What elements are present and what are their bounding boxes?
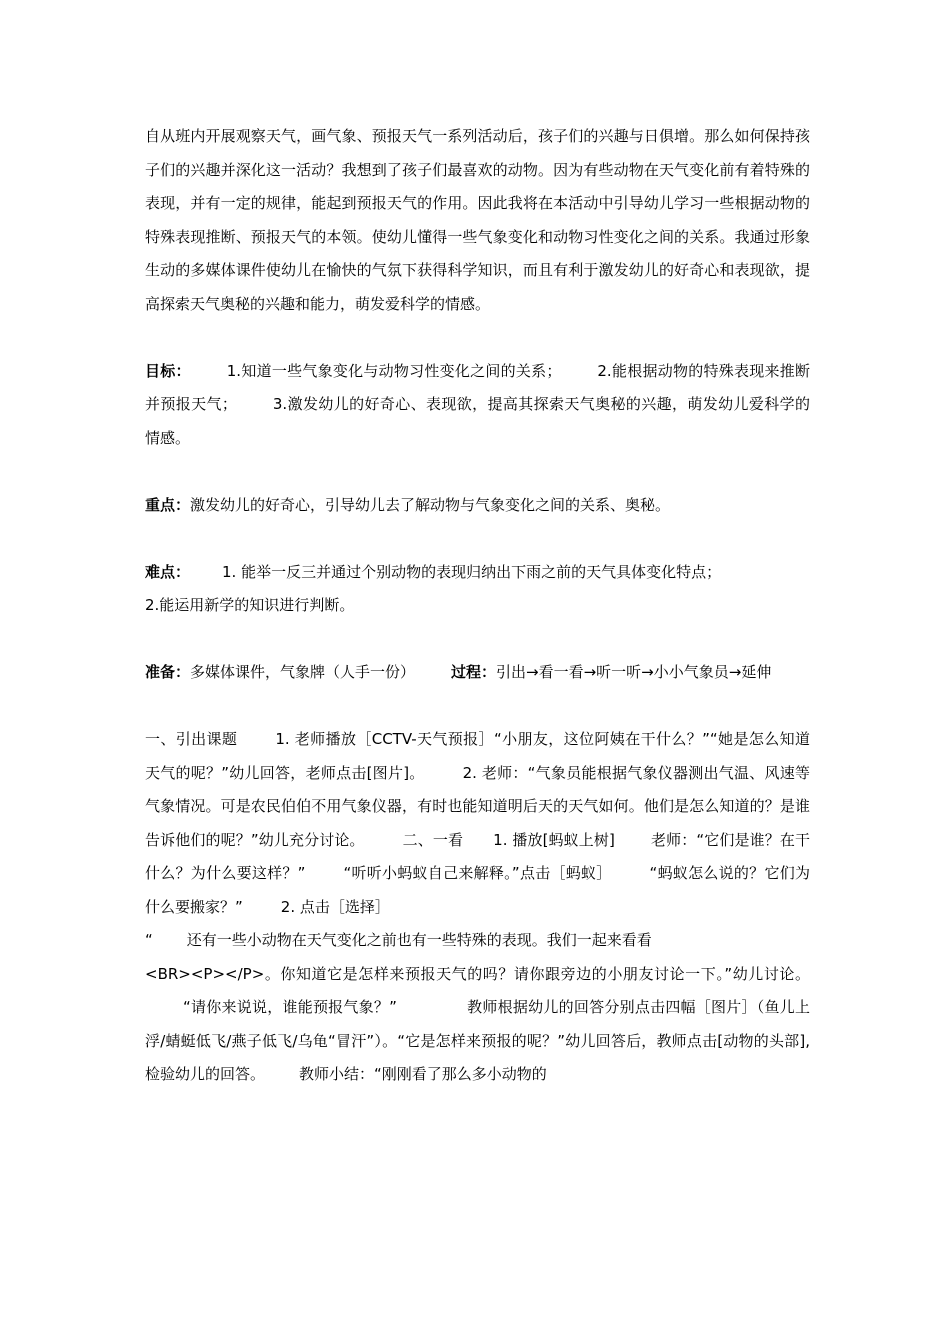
spacer	[145, 522, 810, 556]
spacer	[145, 623, 810, 657]
teacher-summary: 教师小结：“刚刚看了那么多小动物的	[299, 1065, 547, 1083]
teacher-question-1: 老师：“它们是谁？在干什么？为什么要这样？”	[145, 830, 810, 882]
intro-paragraph	[145, 120, 810, 321]
goals-label: 目标：	[145, 361, 191, 380]
step-1-1: 1. 老师播放［CCTV-天气预报］“小朋友，这位阿姨在干什么？”“她是怎么知道天气的呢？”幼儿回答，老师点击[图片]。	[145, 730, 810, 782]
goal-item-1: 1.知道一些气象变化与动物习性变化之间的关系；	[226, 361, 562, 380]
intro-text: 自从班内开展观察天气，画气象、预报天气一系列活动后，孩子们的兴趣与日俱增。那么如何保持孩子们的兴趣并深化这一活动？我想到了孩子们最喜欢的动物。因为有些动物在天气变化前有着特殊的表现，并有一定的规律，能起到预报天气的作用。因此我将在本活动中引导幼儿学习一些根据动物的特殊表现推断、预报天气的本领。使幼儿懂得一些气象变化和动物习性变化之间的关系。我通过形象生动的多媒体课件使幼儿在愉快的气氛下获得科学知识，而且有利于激发幼儿的好奇心和表现欲，提高探索天气奥秘的兴趣和能力，萌发爱科学的情感。	[145, 127, 810, 313]
step-2-2: 2. 点击［选择］	[280, 897, 390, 916]
spacer	[145, 321, 810, 355]
document-page	[145, 120, 810, 1092]
goal-item-2: 2.能根据动物的特殊表现来推断并预报天气；	[145, 361, 810, 413]
teacher-prompt-cont: <BR><P></P>。你知道它是怎样来预报天气的吗？请你跟旁边的小朋友讨论一下。”幼儿讨论。	[145, 964, 810, 983]
section-1-paragraph	[145, 723, 810, 1092]
process-text: 引出→看一看→听一听→小小气象员→延伸	[496, 663, 772, 681]
open-quote: “	[145, 931, 153, 949]
difficulty-item-2: 2.能运用新学的知识进行判断。	[145, 596, 355, 614]
prep-paragraph	[145, 656, 810, 690]
section-2-heading: 二、一看	[402, 830, 464, 849]
teacher-question-3: “蚂蚁怎么说的？它们为什么要搬家？”	[145, 864, 810, 916]
step-2-1: 1. 播放[蚂蚁上树]	[493, 830, 615, 849]
step-1-2: 2. 老师：“气象员能根据气象仪器测出气温、风速等气象情况。可是农民伯伯不用气象仪器，有时也能知道明后天的天气如何。他们是怎么知道的？是谁告诉他们的呢？”幼儿充分讨论。	[145, 763, 810, 849]
spacer	[145, 690, 810, 724]
key-point-text: 激发幼儿的好奇心，引导幼儿去了解动物与气象变化之间的关系、奥秘。	[190, 495, 671, 514]
process-label: 过程：	[451, 663, 497, 681]
difficulty-label: 难点：	[145, 562, 191, 581]
prep-text: 多媒体课件，气象牌（人手一份）	[190, 663, 416, 681]
difficulty-paragraph	[145, 556, 810, 623]
section-1-heading: 一、引出课题	[145, 730, 238, 748]
teacher-question-4: “请你来说说，谁能预报气象？”	[183, 998, 397, 1016]
difficulty-item-1: 1. 能举一反三并通过个别动物的表现归纳出下雨之前的天气具体变化特点；	[222, 562, 722, 581]
goals-paragraph	[145, 355, 810, 456]
key-point-label: 重点：	[145, 495, 191, 514]
key-point-paragraph	[145, 489, 810, 523]
teacher-action: 教师根据幼儿的回答分别点击四幅［图片］（鱼儿上浮/蜻蜓低飞/燕子低飞/乌龟“冒汗”）。“它是怎样来预报的呢？”幼儿回答后，教师点击[动物的头部],检验幼儿的回答。	[145, 998, 810, 1083]
spacer	[145, 455, 810, 489]
teacher-question-2: “听听小蚂蚁自己来解释。”点击［蚂蚁］	[343, 864, 612, 882]
prep-label: 准备：	[145, 663, 191, 681]
teacher-prompt: 还有一些小动物在天气变化之前也有一些特殊的表现。我们一起来看看	[186, 931, 652, 949]
goal-item-3: 3.激发幼儿的好奇心、表现欲，提高其探索天气奥秘的兴趣，萌发幼儿爱科学的情感。	[145, 395, 810, 447]
